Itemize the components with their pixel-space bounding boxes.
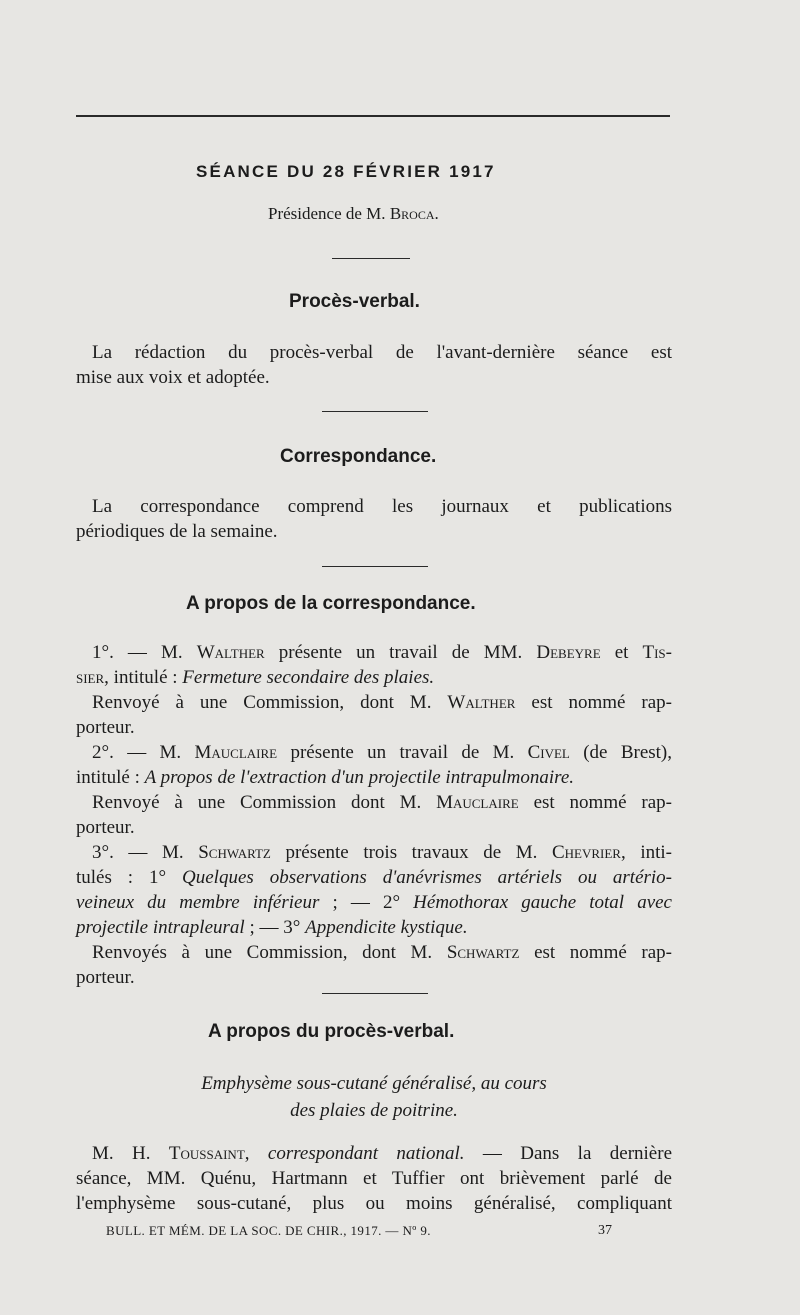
correspondance-paragraph: La correspondance comprend les journaux et publications périodiques de la semaine.: [76, 496, 672, 542]
article-body: [76, 1141, 672, 1216]
item1-line2: sier, intitulé : Fermeture secondaire des plaies.: [76, 667, 435, 688]
page-number: 37: [598, 1223, 612, 1238]
section-title-correspondance: Correspondance.: [280, 446, 437, 467]
separator: [322, 566, 428, 567]
item3-porteur: porteur.: [76, 967, 135, 988]
item3-renvoi: Renvoyés à une Commission, dont M. Schwartz est nommé rap-: [92, 942, 672, 963]
item2-renvoi: Renvoyé à une Commission dont M. Mauclaire est nommé rap-: [92, 792, 672, 813]
proces-verbal-paragraph: La rédaction du procès-verbal de l'avant-dernière séance est mise aux voix et adoptée.: [76, 342, 672, 388]
article-line1: M. H. Toussaint, correspondant national. — Dans la dernière: [92, 1143, 673, 1164]
article-subtitle: Emphysème sous-cutané généralisé, au cours des plaies de poitrine.: [201, 1073, 547, 1121]
item3-line4: projectile intrapleural ; — 3° Appendicite kystique.: [76, 917, 468, 938]
separator: [322, 411, 428, 412]
president-name: Broca: [389, 204, 435, 223]
item2-porteur: porteur.: [76, 817, 135, 838]
section-title-a-propos-proces-verbal: A propos du procès-verbal.: [208, 1021, 455, 1042]
correspondance-items: [76, 640, 672, 990]
item3-line3: veineux du membre inférieur ; — 2° Hémothorax gauche total avec: [76, 892, 672, 913]
article-line3: l'emphysème sous-cutané, plus ou moins généralisé, compliquant: [76, 1193, 672, 1214]
separator: [322, 993, 428, 994]
item3-line1: 3°. — M. Schwartz présente trois travaux de M. Chevrier, inti-: [92, 842, 672, 863]
presidence-line: Présidence de M. Broca.: [268, 204, 439, 223]
page-footer: [106, 1223, 612, 1239]
item3-line2: tulés : 1° Quelques observations d'anévrismes artériels ou artério-: [76, 867, 672, 888]
item1-line1: 1°. — M. Walther présente un travail de MM. Debeyre et Tis-: [92, 642, 672, 663]
journal-reference: BULL. ET MÉM. DE LA SOC. DE CHIR., 1917. — Nº 9.: [106, 1223, 431, 1238]
section-title-proces-verbal: Procès-verbal.: [289, 291, 420, 312]
item2-line1: 2°. — M. Mauclaire présente un travail de M. Civel (de Brest),: [92, 742, 672, 763]
session-title: SÉANCE DU 28 FÉVRIER 1917: [196, 162, 496, 181]
section-title-a-propos-correspondance: A propos de la correspondance.: [186, 593, 476, 614]
item1-porteur: porteur.: [76, 717, 135, 738]
top-rule: [76, 115, 670, 117]
article-line2: séance, MM. Quénu, Hartmann et Tuffier ont brièvement parlé de: [76, 1168, 672, 1189]
separator: [332, 258, 410, 259]
item1-renvoi: Renvoyé à une Commission, dont M. Walther est nommé rap-: [92, 692, 673, 713]
item2-line2: intitulé : A propos de l'extraction d'un projectile intrapulmonaire.: [76, 767, 575, 788]
